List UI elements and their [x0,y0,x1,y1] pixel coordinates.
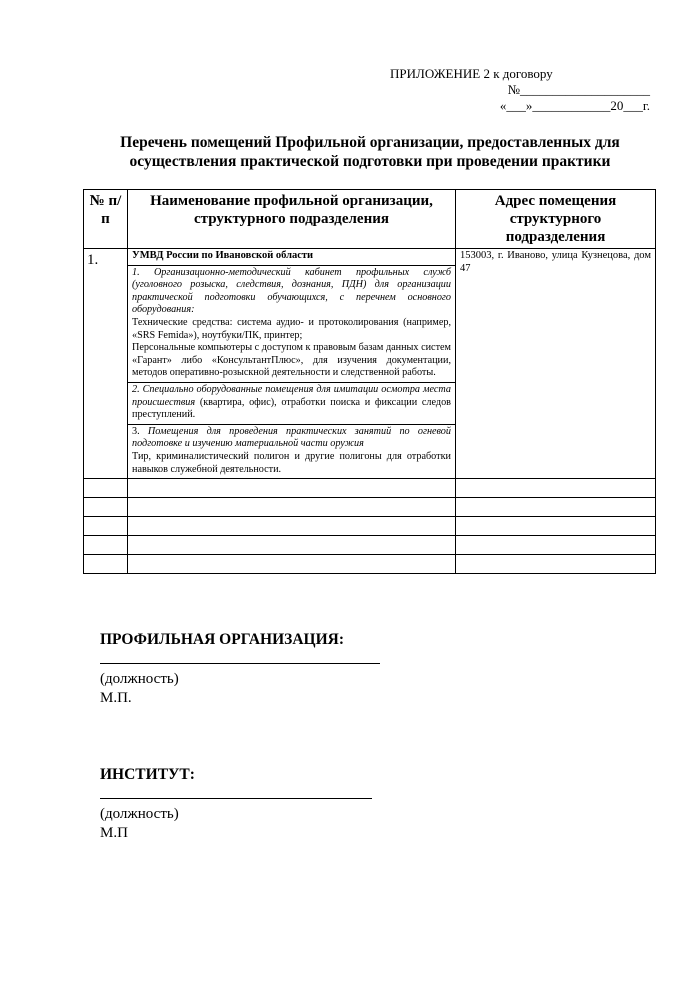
premise-2-title: 2. Специально оборудованные помещения для имитации осмотра места происшествия [132,383,451,408]
appendix-title: ПРИЛОЖЕНИЕ 2 к договору [390,66,553,81]
empty-row [84,517,656,536]
premise-1-equipment: Технические средства: система аудио- и протоколирования (например, «SRS Femida»), ноутбуки/ПК, принтер; [132,316,451,341]
row-number: 1. [84,249,128,479]
appendix-header [390,66,650,114]
address-cell: 153003, г. Иваново, улица Кузнецова, дом 47 [456,249,656,479]
title-line-1: Перечень помещений Профильной организации, предоставленных для [120,134,620,151]
header-name: Наименование профильной организации, структурного подразделения [128,190,456,249]
org-signature-block [100,630,380,708]
org-position-label: (должность) [100,671,179,687]
institute-signature-heading: ИНСТИТУТ: [100,766,195,783]
title-line-2: осуществления практической подготовки при проведении практики [129,153,611,170]
premise-item-1 [128,265,456,382]
header-address: Адрес помещения структурного подразделения [456,190,656,249]
empty-row [84,536,656,555]
institute-stamp-label: М.П [100,825,128,841]
table-row [84,249,656,266]
premise-1-title: 1. Организационно-методический кабинет профильных служб (уголовного розыска, следствия, дознания, ПДН) для организации практической подготовки обучающихся, с перечнем основного оборудования: [132,266,451,316]
org-signature-line [100,663,380,664]
institute-signature-block [100,765,372,843]
table-header-row [84,190,656,249]
premise-item-2 [128,382,456,424]
premise-2-details: (квартира, офис), отработки поиска и фиксации следов преступлений. [132,396,451,421]
institute-signature-line [100,798,372,799]
institute-position-label: (должность) [100,806,179,822]
contract-date: «___»____________20___г. [499,98,650,113]
org-signature-heading: ПРОФИЛЬНАЯ ОРГАНИЗАЦИЯ: [100,631,345,648]
contract-number: №____________________ [507,82,650,97]
org-stamp-label: М.П. [100,690,132,706]
premise-3-number: 3. [132,425,148,437]
header-num: № п/п [84,190,128,249]
document-title [60,133,680,171]
empty-row [84,498,656,517]
empty-row [84,479,656,498]
premise-3-details: Тир, криминалистический полигон и другие полигоны для отработки навыков служебной деятельности. [132,450,451,475]
premises-table [83,189,656,574]
empty-row [84,555,656,574]
premise-3-title: Помещения для проведения практических занятий по огневой подготовке и изучению материальной части оружия [132,425,451,450]
premise-1-computers: Персональные компьютеры с доступом к правовым базам данных систем «Гарант» либо «КонсультантПлюс», для изучения документации, методов оперативно-розыскной деятельности и следственной работы. [132,342,451,379]
org-name: УМВД России по Ивановской области [128,249,456,266]
premise-item-3 [128,424,456,478]
